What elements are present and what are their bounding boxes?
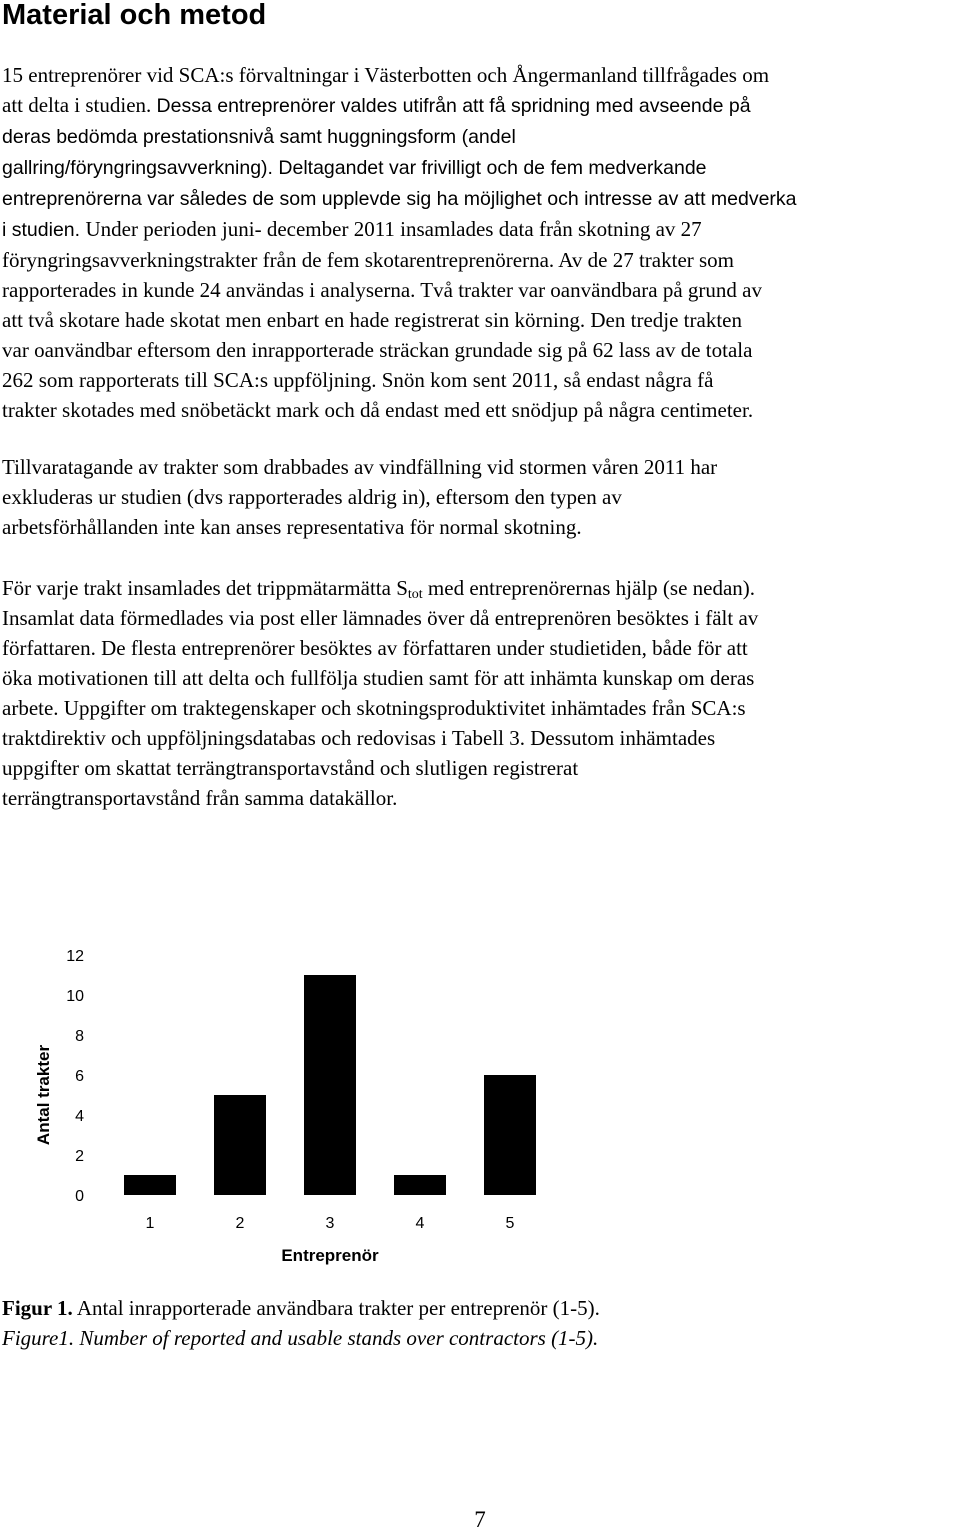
y-tick-label: 6	[75, 1068, 84, 1085]
text-line: föryngringsavverkningstrakter från de fem skotarentreprenörerna.	[2, 248, 559, 272]
text-line: trakter skotades med snöbetäckt mark och då endast med ett snödjup på några centimeter.	[2, 398, 754, 422]
text-line: i studien.	[2, 219, 86, 241]
y-tick-label: 8	[75, 1028, 84, 1045]
caption-text-english: Figure1. Number of reported and usable stands over contractors (1-5).	[2, 1326, 599, 1350]
x-axis-title: Entreprenör	[281, 1246, 379, 1265]
y-tick-label: 4	[75, 1108, 84, 1125]
text-line: gallring/föryngringsavverkning).	[2, 157, 279, 179]
bar-chart	[0, 930, 600, 1280]
caption-text-swedish: Antal inrapporterade användbara trakter per entreprenör (1-5).	[72, 1296, 600, 1320]
text-line: uppgifter om skattat terrängtransportavstånd och slutligen registrerat	[2, 756, 579, 780]
text-line: öka motivationen till att delta och fullfölja studien samt för att inhämta kunskap om deras	[2, 666, 755, 690]
text-line: terrängtransportavstånd från samma datakällor.	[2, 786, 398, 810]
paragraph-data-collection	[2, 573, 960, 813]
text-line: arbetsförhållanden inte kan anses representativa för normal skotning.	[2, 515, 582, 539]
paragraph-exclusion	[2, 452, 960, 542]
text-line: 15 entreprenörer vid SCA:s förvaltningar i Västerbotten och Ångermanland tillfrågades om	[2, 63, 770, 87]
figure-caption	[2, 1293, 600, 1353]
text-line: entreprenörerna var således de som upplevde sig ha möjlighet och intresse av att medverka	[2, 188, 797, 210]
x-tick-label: 4	[415, 1215, 425, 1232]
text-line: traktdirektiv och uppföljningsdatabas och redovisas i Tabell 3. Dessutom inhämtades	[2, 726, 716, 750]
x-tick-label: 3	[325, 1215, 335, 1232]
text-line: Deltagandet var frivilligt och de fem medverkande	[278, 157, 707, 179]
text-line: var oanvändbar eftersom den inrapporterade sträckan grundade sig på 62 lass av de totala	[2, 338, 753, 362]
bar	[394, 1175, 446, 1195]
text-line: Tillvaratagande av trakter som drabbades av vindfällning vid stormen våren 2011 har	[2, 455, 718, 479]
section-heading: Material och metod	[2, 0, 267, 31]
subscript: tot	[407, 587, 423, 602]
text-line: Av de 27 trakter som	[558, 248, 735, 272]
text-line: att delta i studien.	[2, 93, 157, 117]
bar	[214, 1095, 266, 1195]
paragraph-participants	[2, 60, 960, 425]
text-line: att två skotare hade skotat men enbart en hade registrerat sin körning. Den tredje trakten	[2, 308, 742, 332]
text-line: Insamlat data förmedlades via post eller lämnades över då entreprenören besöktes i fält av	[2, 606, 759, 630]
text-line: Under perioden juni- december 2011 insamlades data från skotning av 27	[85, 217, 702, 241]
y-tick-label: 12	[66, 948, 84, 965]
text-line: Dessa entreprenörer valdes utifrån att få spridning med avseende på	[156, 95, 751, 117]
x-tick-label: 1	[145, 1215, 155, 1232]
y-tick-label: 10	[66, 988, 84, 1005]
y-tick-label: 0	[75, 1188, 84, 1205]
bar	[304, 975, 356, 1195]
y-axis-title: Antal trakter	[34, 1044, 53, 1146]
bar	[124, 1175, 176, 1195]
x-tick-label: 5	[505, 1215, 515, 1232]
text-line: exkluderas ur studien (dvs rapporterades aldrig in), eftersom den typen av	[2, 485, 622, 509]
text-line: För varje trakt insamlades det trippmätarmätta S	[2, 576, 408, 600]
text-line: rapporterades in kunde 24 användas i analyserna. Två trakter var oanvändbara på grund av	[2, 278, 762, 302]
text-line: arbete. Uppgifter om traktegenskaper och skotningsproduktivitet inhämtades från SCA:s	[2, 696, 746, 720]
text-line: med entreprenörernas hjälp (se nedan).	[422, 576, 756, 600]
x-tick-label: 2	[235, 1215, 245, 1232]
y-tick-label: 2	[75, 1148, 84, 1165]
bar	[484, 1075, 536, 1195]
caption-label: Figur 1.	[2, 1296, 73, 1320]
text-line: deras bedömda prestationsnivå samt huggningsform (andel	[2, 126, 516, 148]
page-number: 7	[474, 1507, 486, 1532]
text-line: författaren. De flesta entreprenörer besöktes av författaren under studietiden, både för att	[2, 636, 748, 660]
text-line: 262 som rapporterats till SCA:s uppföljning. Snön kom sent 2011, så endast några få	[2, 368, 714, 392]
